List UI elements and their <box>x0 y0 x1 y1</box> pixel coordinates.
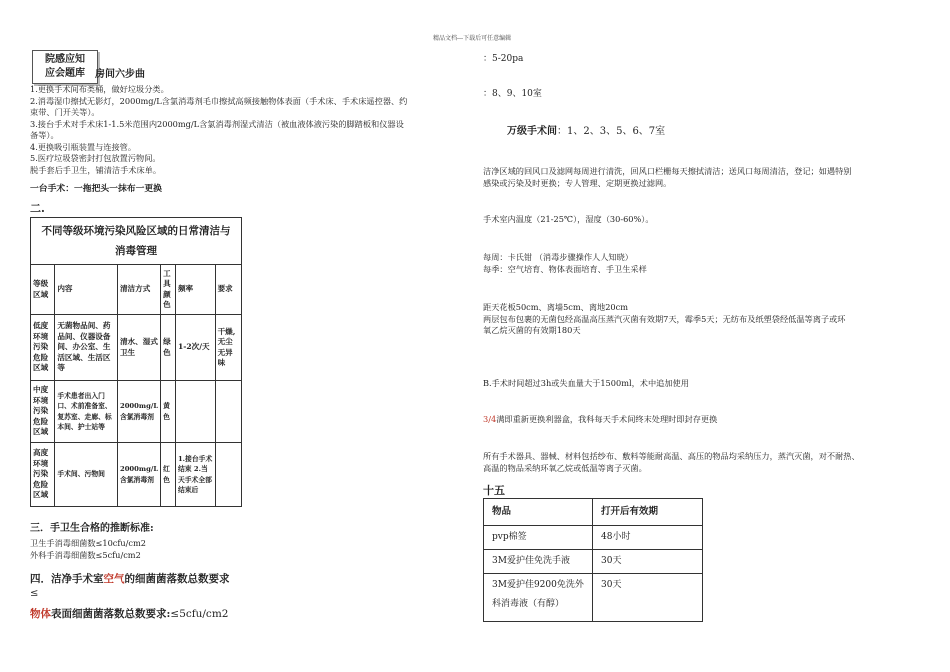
requirement-cell <box>215 443 241 507</box>
frequency-cell: 1.接台手术结束 2.当天手术全部结束后 <box>175 443 215 507</box>
section3-title: 三．手卫生合格的推断标准: <box>30 523 154 534</box>
shelf-life-table <box>483 498 703 622</box>
one-surgery-rule: 一台手术：一拖把头一抹布一更换 <box>30 184 162 194</box>
frequency-cell <box>175 381 215 443</box>
section4-suffix: 的细菌菌落数总数要求 <box>124 573 230 585</box>
header-cell: 清洁方式 <box>117 265 160 315</box>
header-cell: 要求 <box>215 265 241 315</box>
section1-title: 房间六步曲 <box>95 69 145 80</box>
hand-hygiene-line: 外科手消毒细菌数≤5cfu/cm2 <box>30 549 141 560</box>
table-row <box>31 315 242 381</box>
item-cell: 3M爱护佳免洗手液 <box>484 550 593 574</box>
step-line: 2.消毒湿巾擦拭无影灯，2000mg/L含氯消毒剂毛巾擦拭高频接触物体表面（手术床、手术床遥控器、约 <box>30 95 408 106</box>
question-bank-badge <box>32 50 98 84</box>
method-cell: 2000mg/L含氯消毒剂 <box>117 443 160 507</box>
section4-sub: ≤ <box>30 588 39 599</box>
storage-distance <box>483 302 923 337</box>
risk-table-title-line-2: 消毒管理 <box>115 245 157 257</box>
periodic-line: 每季：空气培育、物体表面培育、手卫生采样 <box>483 263 647 274</box>
class-10000-rooms <box>507 122 665 137</box>
requirement-cell <box>215 381 241 443</box>
item-cell: 3M爱护佳9200免洗外科消毒液（有醇） <box>484 574 593 622</box>
hand-hygiene-standards <box>30 538 146 561</box>
color-cell: 绿色 <box>161 315 176 381</box>
room-line: ：8、9、10室 <box>483 89 542 99</box>
content-cell: 手术间、污物间 <box>55 443 118 507</box>
period-cell: 48小时 <box>593 526 703 550</box>
storage-line: 氧乙烷灭菌的有效期180天 <box>483 325 581 335</box>
sharps-fill-level: 3/4 <box>483 414 497 424</box>
class-10000-label: 万级手术间 <box>507 126 557 137</box>
section4-title <box>30 571 230 586</box>
risk-table-title <box>31 218 242 265</box>
periodic-checks <box>483 252 647 275</box>
pressure-line: ：5-20pa <box>483 54 524 64</box>
requirement-cell: 干燥,无尘无异味 <box>215 315 241 381</box>
step-line: 5.医疗垃圾袋密封打包放置污物间。 <box>30 153 161 163</box>
header-cell: 频率 <box>175 265 215 315</box>
surface-bacteria-requirement <box>30 606 228 621</box>
page-header-note: 精品文档---下载后可任意编辑 <box>433 35 512 42</box>
method-cell: 2000mg/L含氯消毒剂 <box>117 381 160 443</box>
header-cell: 工具颜色 <box>161 265 176 315</box>
storage-line: 距天花板50cm、离墙5cm、离地20cm <box>483 302 628 312</box>
clean-zone-line: 感染或污染及时更换；专人管理、定期更换过滤网。 <box>483 177 672 188</box>
header-cell: 打开后有效期 <box>593 499 703 526</box>
temperature-humidity: 手术室内温度（21-25℃），湿度（30-60%）。 <box>483 214 654 224</box>
frequency-cell: 1-2次/天 <box>175 315 215 381</box>
badge-line-2: 应会题库 <box>45 68 85 79</box>
sterilization-rule <box>483 451 923 474</box>
section4-air: 空气 <box>103 573 125 585</box>
section15-title: 十五 <box>483 484 505 497</box>
header-cell: 物品 <box>484 499 593 526</box>
period-cell: 30天 <box>593 574 703 622</box>
level-cell: 中度环境污染危险区域 <box>31 381 55 443</box>
clean-zone-line: 洁净区域的回风口及滤网每周进行清洗，回风口栏栅每天擦拭清洁；送风口每周清洁，登记；如遇特别 <box>483 166 852 176</box>
step-line: 3.接台手术对手术床1-1.5米范围内2000mg/L含氯消毒剂湿式清洁（被血液体液污染的脚踏板和仪器设 <box>30 118 404 129</box>
item-cell: pvp棉签 <box>484 526 593 550</box>
turnover-steps <box>30 84 470 176</box>
risk-table-title-line-1: 不同等级环境污染风险区域的日常清洁与 <box>41 225 231 237</box>
surface-value: ≤5cfu/cm2 <box>170 608 229 620</box>
period-cell: 30天 <box>593 550 703 574</box>
color-cell: 红色 <box>161 443 176 507</box>
sharps-rule-text: 满即重新更换利器盒，我科每天手术间终末处理时即封存更换 <box>496 414 718 424</box>
risk-zone-table <box>30 217 242 507</box>
method-cell: 清水、湿式卫生 <box>117 315 160 381</box>
sterilization-line: 所有手术器具、器械、材料包括纱布、敷料等能耐高温、高压的物品均采纳压力，蒸汽灭菌，对不耐热、 <box>483 451 860 461</box>
table-row <box>31 443 242 507</box>
table-row <box>31 381 242 443</box>
content-cell: 手术患者出入门口、术前准备室、复苏室、走廊、标本间、护士站等 <box>55 381 118 443</box>
surface-object: 物体 <box>30 608 51 620</box>
clean-zone-maintenance <box>483 166 923 189</box>
level-cell: 低度环境污染危险区域 <box>31 315 55 381</box>
class-10000-room-list: ：1、2、3、5、6、7室 <box>557 126 666 137</box>
table-row <box>484 574 703 622</box>
header-cell: 等级区域 <box>31 265 55 315</box>
periodic-line: 每周：卡氏钳 （消毒步骤操作人人知晓） <box>483 252 633 262</box>
surgery-time-rule: B.手术时间超过3h或失血量大于1500ml，术中追加使用 <box>483 378 689 388</box>
header-cell: 内容 <box>55 265 118 315</box>
storage-line: 两层包布包裹的无菌包经高温高压蒸汽灭菌有效期7天，霉季5天；无纺布及纸塑袋经低温等离子或环 <box>483 313 846 324</box>
step-line: 束带、门开关等）。 <box>30 107 100 117</box>
color-cell: 黄色 <box>161 381 176 443</box>
sterilization-line: 高温的物品采纳环氧乙烷或低温等离子灭菌。 <box>483 462 647 473</box>
section2-title: 二. <box>30 202 45 215</box>
step-line: 4.更换吸引瓶装置与连接管。 <box>30 141 137 152</box>
content-cell: 无菌物品间、药品间、仪器设备间、办公室、生活区域、生活区等 <box>55 315 118 381</box>
section4-prefix: 四．洁净手术室 <box>30 573 104 585</box>
step-line: 1.更换手术间布类桶，做好垃圾分类。 <box>30 84 169 94</box>
surface-rest: 表面细菌菌落数总数要求: <box>51 608 171 620</box>
level-cell: 高度环境污染危险区域 <box>31 443 55 507</box>
table-row <box>484 526 703 550</box>
table-row <box>484 550 703 574</box>
badge-line-1: 院感应知 <box>45 54 85 65</box>
sharps-box-rule <box>483 414 717 426</box>
step-line: 备等）。 <box>30 130 59 140</box>
step-line: 脱手套后手卫生，铺清洁手术床单。 <box>30 164 162 175</box>
hand-hygiene-line: 卫生手消毒细菌数≤10cfu/cm2 <box>30 538 146 548</box>
